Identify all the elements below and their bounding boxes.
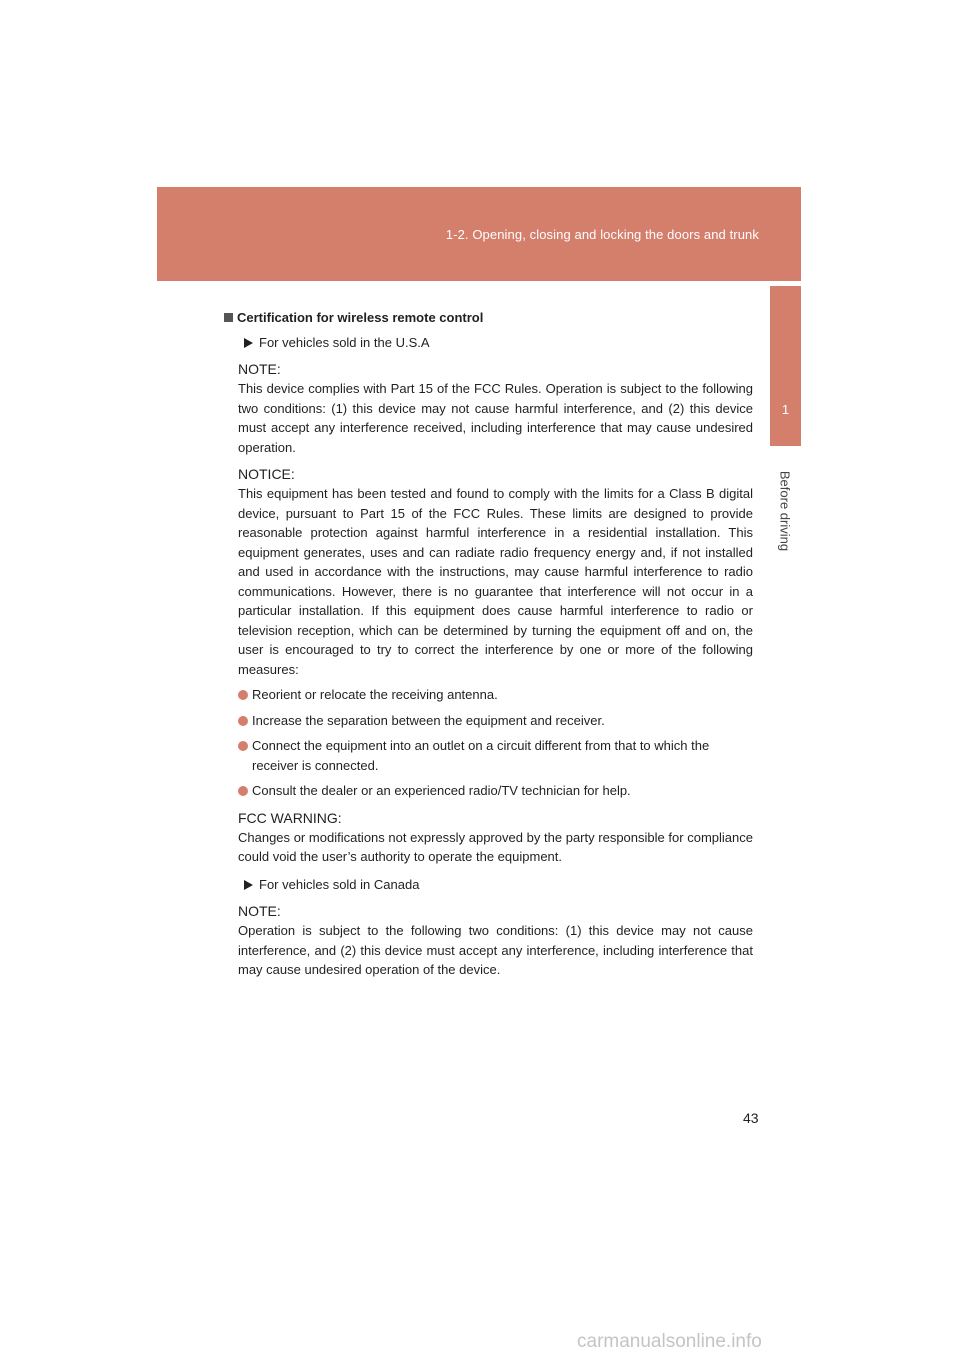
list-item-text: Connect the equipment into an outlet on a circuit different from that to which the receiver is connected.	[252, 738, 710, 773]
triangle-right-icon	[244, 338, 253, 348]
circle-bullet-icon	[238, 690, 248, 700]
chapter-label: Before driving	[777, 470, 793, 552]
list-item	[238, 711, 753, 731]
usa-bullet-text: For vehicles sold in the U.S.A	[259, 334, 430, 350]
list-item-text: Increase the separation between the equipment and receiver.	[252, 712, 605, 728]
watermark: carmanualsonline.info	[577, 1331, 762, 1352]
chapter-tab	[770, 286, 801, 446]
section-heading-text: Certification for wireless remote control	[237, 310, 484, 325]
list-item	[238, 685, 753, 705]
list-item	[238, 781, 753, 801]
square-bullet-icon	[224, 313, 233, 322]
chapter-number: 1	[781, 402, 790, 417]
fcc-warning-label: FCC WARNING:	[238, 809, 342, 826]
triangle-right-icon	[244, 880, 253, 890]
fcc-warning-text: Changes or modifications not expressly approved by the party responsible for compliance could void the user’s authority to operate the equipment.	[238, 829, 753, 864]
canada-bullet-text: For vehicles sold in Canada	[259, 876, 420, 892]
list-item-text: Consult the dealer or an experienced radio/TV technician for help.	[252, 783, 631, 798]
circle-bullet-icon	[238, 716, 248, 726]
chapter-title: 1-2. Opening, closing and locking the doors and trunk	[445, 227, 759, 242]
usa-note-label: NOTE:	[238, 361, 281, 377]
page-number: 43	[743, 1110, 759, 1126]
canada-bullet	[244, 875, 753, 895]
main-content	[238, 308, 753, 980]
usa-notice-label: NOTICE:	[238, 466, 295, 482]
usa-notice-text: This equipment has been tested and found to comply with the limits for a Class B digital device, pursuant to Part 15 of the FCC Rules. These limits are designed to provide reasonable protection against harmful interference in a residential installation. This equipment generates, uses and can radiate radio frequency energy and, if not installed and used in accordance with the instructions, may cause harmful interference to radio communications. However, there is no guarantee that interference will not occur in a particular installation. If this equipment does cause harmful interference to radio or television reception, which can be determined by turning the equipment off and on, the user is encouraged to try to correct the interference by one or more of the following measures:	[238, 486, 753, 677]
header-band	[157, 187, 801, 281]
canada-note-text: Operation is subject to the following two conditions: (1) this device may not cause interference, and (2) this device must accept any interference, including interference that may cause undesired operation of the device.	[238, 923, 753, 977]
circle-bullet-icon	[238, 741, 248, 751]
list-item	[238, 736, 753, 775]
usa-note-text: This device complies with Part 15 of the FCC Rules. Operation is subject to the following two conditions: (1) this device may not cause harmful interference, and (2) this device must accept any interference received, including interference that may cause undesired operation.	[238, 381, 753, 455]
canada-note-label: NOTE:	[238, 903, 281, 919]
list-item-text: Reorient or relocate the receiving antenna.	[252, 687, 498, 702]
circle-bullet-icon	[238, 786, 248, 796]
usa-bullet	[244, 333, 753, 353]
section-heading	[224, 308, 753, 328]
